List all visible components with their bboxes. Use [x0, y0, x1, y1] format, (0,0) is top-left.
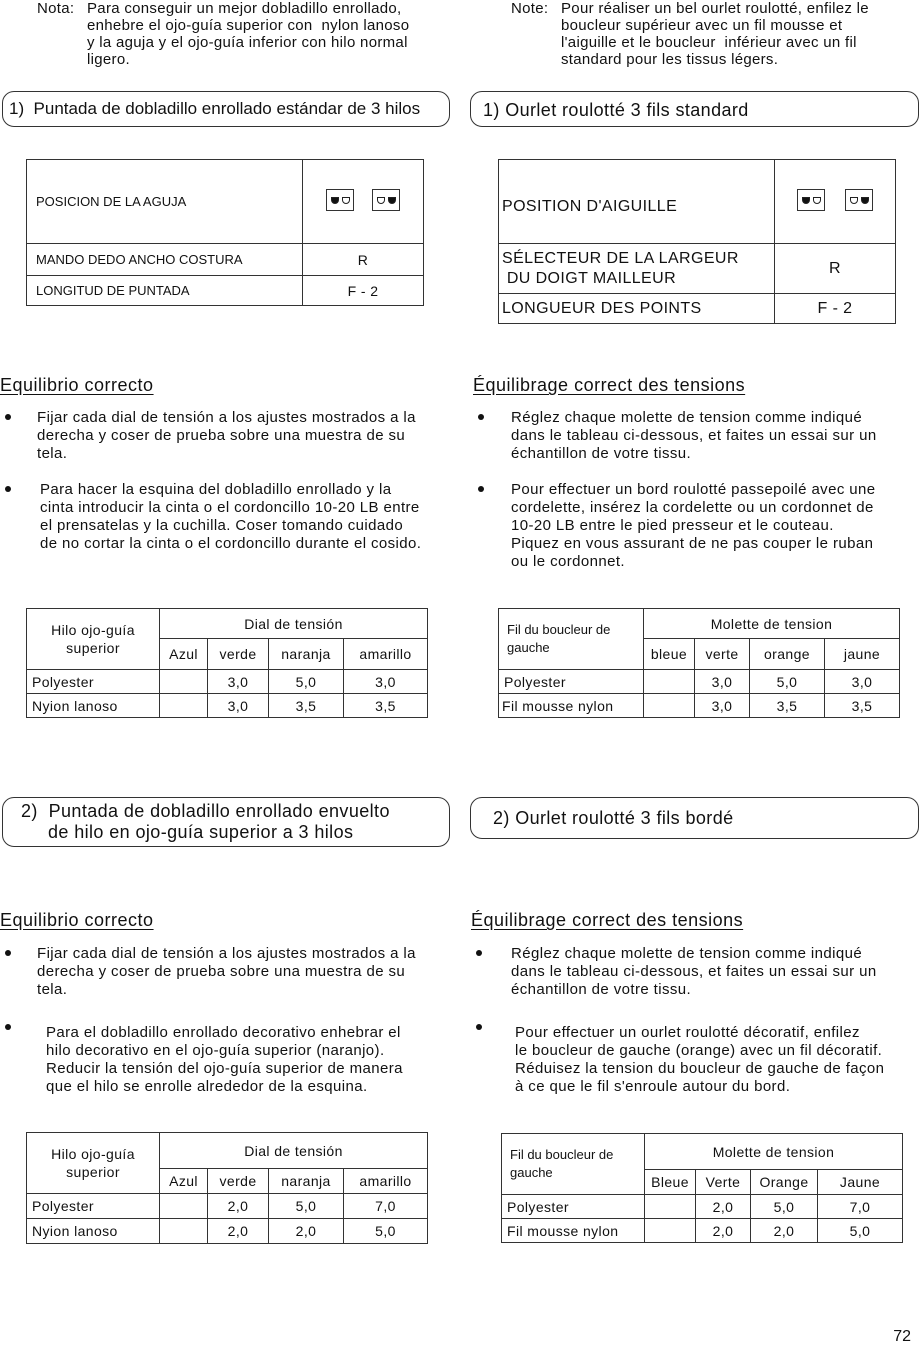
- tension-cell: [644, 670, 695, 694]
- bullet-dot: [5, 950, 11, 956]
- section1-balance-title-es: Equilibrio correcto: [0, 375, 154, 395]
- tension-cell: 5,0: [344, 1219, 428, 1244]
- tension-cell: 3,0: [695, 694, 750, 718]
- settings-table-fr: [498, 159, 896, 324]
- section2-heading-es: 2) Puntada de dobladillo enrollado envuelto de hilo en ojo-guía superior a 3 hilos: [21, 801, 390, 842]
- section2-balance-title-fr: Équilibrage correct des tensions: [471, 910, 744, 930]
- section2-bullet-es-1: Fijar cada dial de tensión a los ajustes mostrados a la derecha y coser de prueba sobre una muestra de su tela.: [37, 945, 416, 998]
- tension-row-label: Polyester: [27, 670, 160, 694]
- width-label-es: MANDO DEDO ANCHO COSTURA: [27, 244, 303, 276]
- tension-table-es-1: [26, 608, 428, 718]
- tension-row-label: Nyion lanoso: [27, 694, 160, 718]
- tension-col-es: naranja: [269, 1169, 344, 1194]
- section2-heading-fr: 2) Ourlet roulotté 3 fils bordé: [493, 808, 734, 828]
- length-label-fr: LONGUEUR DES POINTS: [499, 294, 775, 324]
- section2-bullet-fr-2: Pour effectuer un ourlet roulotté décoratif, enfilez le boucleur de gauche (orange) avec un fil décoratif. Réduisez la tension du boucleur de gauche de façon à ce que le fil s'enroule autour du bord.: [515, 1024, 885, 1095]
- section1-bullet-es-2: Para hacer la esquina del dobladillo enrollado y la cinta introducir la cinta o el cordoncillo 10-20 LB entre el prensatelas y la cuchilla. Coser tomando cuidado de no cortar la cinta o el cordoncillo durante el cosido.: [40, 481, 422, 552]
- note-es: [37, 0, 457, 72]
- tension-dial-header-fr: Molette de tension: [645, 1134, 903, 1170]
- tension-col-fr: Orange: [751, 1170, 818, 1195]
- tension-cell: 2,0: [208, 1219, 269, 1244]
- needle-label-fr: POSITION D'AIGUILLE: [499, 160, 775, 244]
- bullet-dot: [5, 486, 11, 492]
- tension-cell: 3,5: [825, 694, 900, 718]
- needle-label-es: POSICION DE LA AGUJA: [27, 160, 303, 244]
- needle-position-es: [303, 160, 424, 244]
- tension-row-header-fr: Fil du boucleur de gauche: [502, 1134, 645, 1195]
- tension-col-es: naranja: [269, 639, 344, 670]
- tension-cell: 2,0: [269, 1219, 344, 1244]
- needle-left-icon-fr: [797, 189, 825, 211]
- tension-cell: [644, 694, 695, 718]
- tension-cell: 3,0: [825, 670, 900, 694]
- note-fr-text: Pour réaliser un bel ourlet roulotté, enfilez le boucleur supérieur avec un fil mousse et l'aiguille et le boucleur inférieur avec un fil standard pour les tissus légers.: [561, 0, 869, 68]
- bullet-dot: [476, 1024, 482, 1030]
- tension-cell: 5,0: [818, 1219, 903, 1243]
- note-fr-label: Note:: [511, 0, 549, 17]
- section2-heading-fr-box: [470, 797, 919, 839]
- tension-cell: 3,5: [750, 694, 825, 718]
- tension-cell: 5,0: [750, 670, 825, 694]
- tension-cell: 5,0: [751, 1195, 818, 1219]
- tension-cell: 5,0: [269, 670, 344, 694]
- tension-row-label: Fil mousse nylon: [499, 694, 644, 718]
- tension-col-fr: verte: [695, 639, 750, 670]
- tension-col-fr: Jaune: [818, 1170, 903, 1195]
- section1-heading-fr: 1) Ourlet roulotté 3 fils standard: [483, 100, 749, 120]
- tension-cell: 5,0: [269, 1194, 344, 1219]
- section1-bullet-fr-1: Réglez chaque molette de tension comme indiqué dans le tableau ci-dessous, et faites un essai sur un échantillon de votre tissu.: [511, 409, 877, 462]
- tension-cell: 3,0: [695, 670, 750, 694]
- tension-col-es: Azul: [160, 1169, 208, 1194]
- length-value-es: F - 2: [303, 276, 424, 306]
- bullet-dot: [478, 414, 484, 420]
- section1-heading-es-box: [2, 91, 450, 127]
- tension-cell: 2,0: [751, 1219, 818, 1243]
- bullet-dot: [476, 950, 482, 956]
- tension-col-fr: Verte: [696, 1170, 751, 1195]
- page-number: 72: [893, 1328, 911, 1345]
- tension-col-es: amarillo: [344, 1169, 428, 1194]
- tension-cell: 2,0: [696, 1195, 751, 1219]
- needle-right-icon: [372, 189, 400, 211]
- bullet-dot: [478, 486, 484, 492]
- width-value-es: R: [303, 244, 424, 276]
- tension-cell: [160, 1219, 208, 1244]
- tension-col-fr: orange: [750, 639, 825, 670]
- tension-dial-header-es: Dial de tensión: [160, 1133, 428, 1169]
- needle-left-icon: [326, 189, 354, 211]
- tension-cell: 3,0: [344, 670, 428, 694]
- note-es-text: Para conseguir un mejor dobladillo enrollado, enhebre el ojo-guía superior con nylon lanoso y la aguja y el ojo-guía inferior con hilo normal ligero.: [87, 0, 410, 68]
- tension-table-es-2: [26, 1132, 428, 1244]
- note-fr: [511, 0, 921, 72]
- tension-cell: 3,0: [208, 670, 269, 694]
- tension-col-es: verde: [208, 1169, 269, 1194]
- length-label-es: LONGITUD DE PUNTADA: [27, 276, 303, 306]
- bullet-dot: [5, 414, 11, 420]
- section1-heading-fr-box: [470, 91, 919, 127]
- section2-bullet-es-2: Para el dobladillo enrollado decorativo enhebrar el hilo decorativo en el ojo-guía superior (naranjo). Reducir la tensión del ojo-guía superior de manera que el hilo se enrolle alrededor de la esquina.: [46, 1024, 403, 1095]
- tension-row-label: Fil mousse nylon: [502, 1219, 645, 1243]
- tension-dial-header-es: Dial de tensión: [160, 609, 428, 639]
- tension-cell: 3,0: [208, 694, 269, 718]
- tension-cell: 2,0: [208, 1194, 269, 1219]
- tension-col-fr: Bleue: [645, 1170, 696, 1195]
- tension-cell: [160, 670, 208, 694]
- tension-cell: [160, 1194, 208, 1219]
- tension-table-fr-2: [501, 1133, 903, 1243]
- settings-table-es: [26, 159, 424, 306]
- needle-right-icon-fr: [845, 189, 873, 211]
- section1-bullet-fr-2: Pour effectuer un bord roulotté passepoilé avec une cordelette, insérez la cordelette ou un cordonnet de 10-20 LB entre le pied presseur et le couteau. Piquez en vous assurant de ne pas couper le ruban ou le cordonnet.: [511, 481, 876, 570]
- tension-cell: 7,0: [818, 1195, 903, 1219]
- tension-dial-header-fr: Molette de tension: [644, 609, 900, 639]
- section1-bullet-es-1: Fijar cada dial de tensión a los ajustes mostrados a la derecha y coser de prueba sobre una muestra de su tela.: [37, 409, 416, 462]
- section2-heading-es-box: [2, 797, 450, 847]
- tension-col-es: amarillo: [344, 639, 428, 670]
- tension-cell: [645, 1219, 696, 1243]
- section2-balance-title-es: Equilibrio correcto: [0, 910, 154, 930]
- note-es-label: Nota:: [37, 0, 75, 17]
- tension-cell: 3,5: [344, 694, 428, 718]
- section1-heading-es: 1) Puntada de dobladillo enrollado estándar de 3 hilos: [9, 99, 421, 118]
- tension-table-fr-1: [498, 608, 900, 718]
- tension-row-header-fr: Fil du boucleur de gauche: [499, 609, 644, 670]
- tension-row-label: Polyester: [502, 1195, 645, 1219]
- tension-row-header-es: Hilo ojo-guía superior: [27, 609, 160, 670]
- width-label-fr: SÉLECTEUR DE LA LARGEUR DU DOIGT MAILLEUR: [499, 244, 775, 294]
- tension-col-fr: bleue: [644, 639, 695, 670]
- length-value-fr: F - 2: [775, 294, 896, 324]
- section2-bullet-fr-1: Réglez chaque molette de tension comme indiqué dans le tableau ci-dessous, et faites un essai sur un échantillon de votre tissu.: [511, 945, 877, 998]
- section1-balance-title-fr: Équilibrage correct des tensions: [473, 375, 746, 395]
- tension-cell: 7,0: [344, 1194, 428, 1219]
- width-value-fr: R: [775, 244, 896, 294]
- tension-cell: 2,0: [696, 1219, 751, 1243]
- tension-row-label: Polyester: [499, 670, 644, 694]
- tension-col-es: verde: [208, 639, 269, 670]
- tension-row-header-es: Hilo ojo-guía superior: [27, 1133, 160, 1194]
- tension-col-es: Azul: [160, 639, 208, 670]
- tension-col-fr: jaune: [825, 639, 900, 670]
- tension-row-label: Polyester: [27, 1194, 160, 1219]
- bullet-dot: [5, 1024, 11, 1030]
- tension-row-label: Nyion lanoso: [27, 1219, 160, 1244]
- needle-position-fr: [775, 160, 896, 244]
- tension-cell: [645, 1195, 696, 1219]
- tension-cell: [160, 694, 208, 718]
- tension-cell: 3,5: [269, 694, 344, 718]
